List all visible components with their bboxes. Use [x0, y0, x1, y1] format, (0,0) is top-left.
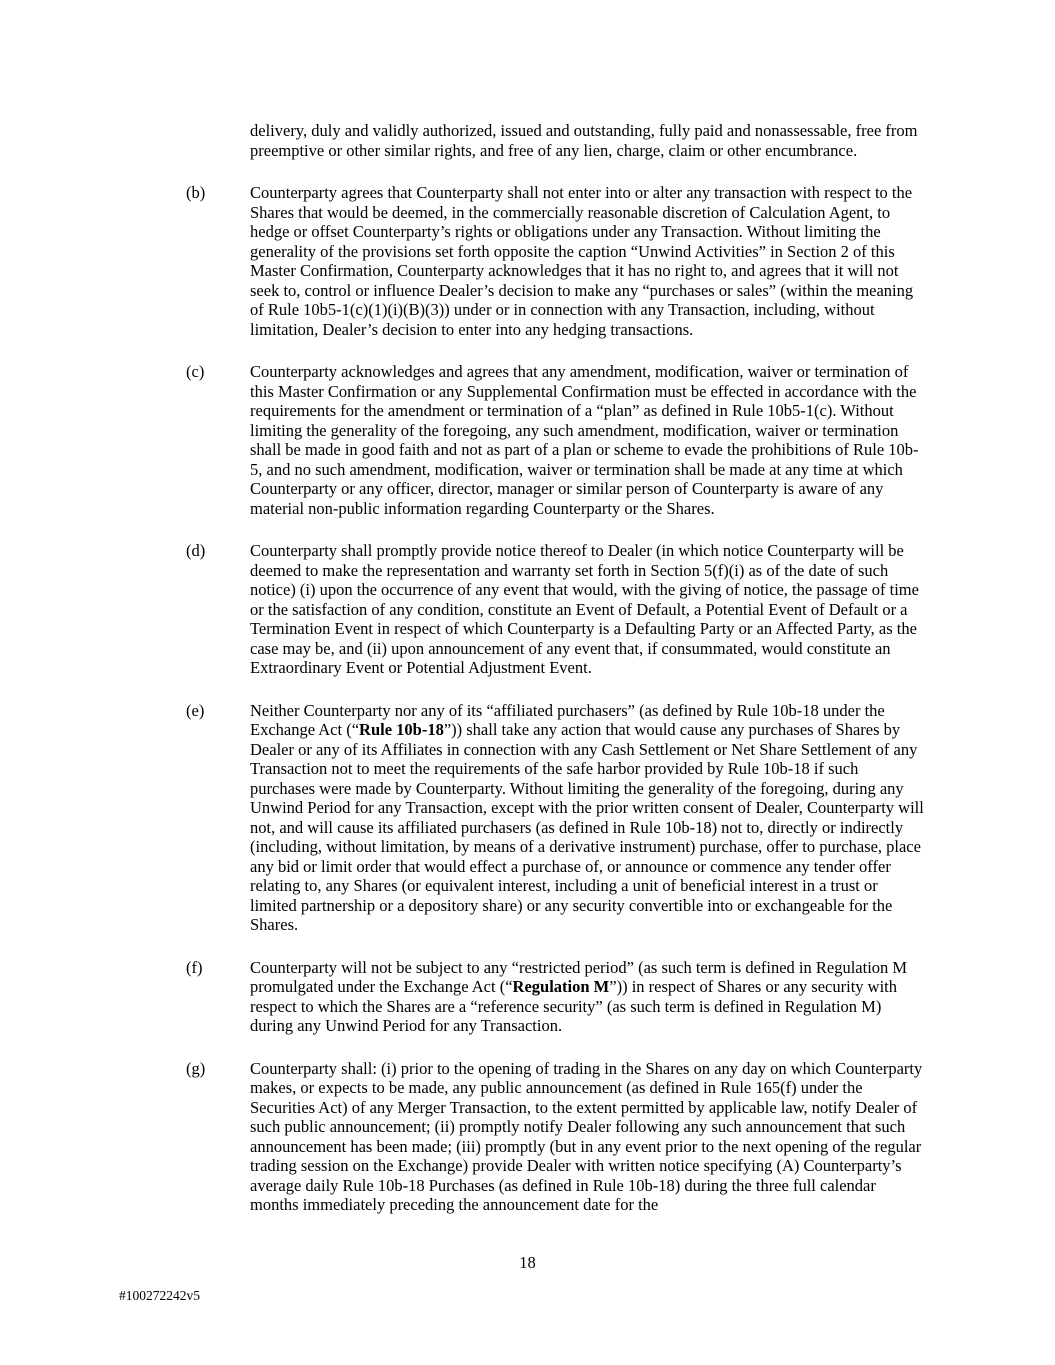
paragraph-f [186, 958, 926, 1036]
paragraph-label: (d) [186, 541, 206, 560]
paragraph-text: Counterparty agrees that Counterparty shall not enter into or alter any transaction with respect to the Shares that would be deemed, in the commercially reasonable discretion of Calculation Agent, to hedge or offset Counterparty’s rights or obligations under any Transaction. Without limiting the generality of the provisions set forth opposite the caption “Unwind Activities” in Section 2 of this Master Confirmation, Counterparty acknowledges that it has no right to, and agrees that it will not seek to, control or influence Dealer’s decision to make any “purchases or sales” (within the meaning of Rule 10b5-1(c)(1)(i)(B)(3)) under or in connection with any Transaction, including, without limitation, Dealer’s decision to enter into any hedging transactions. [250, 183, 914, 339]
page-number: 18 [519, 1253, 536, 1272]
paragraph-d [186, 541, 926, 678]
paragraph-label: (f) [186, 957, 203, 977]
paragraph-text: Counterparty acknowledges and agrees that any amendment, modification, waiver or termination of this Master Confirmation or any Supplemental Confirmation must be effected in accordance with the requirements for the amendment or termination of a “plan” as defined in Rule 10b5-1(c). Without limiting the generality of the foregoing, any such amendment, modification, waiver or termination shall be made in good faith and not as part of a plan or scheme to evade the prohibitions of Rule 10b-5, and no such amendment, modification, waiver or termination shall be made at any time at which Counterparty or any officer, director, manager or similar person of Counterparty is aware of any material non-public information regarding Counterparty or the Shares. [250, 362, 919, 518]
paragraph-label: (c) [186, 362, 205, 381]
paragraph-g [186, 1059, 926, 1215]
paragraph-b [186, 183, 926, 339]
paragraph-text: delivery, duly and validly authorized, issued and outstanding, fully paid and nonassessable, free from preemptive or other similar rights, and free of any lien, charge, claim or other encumbrance. [250, 121, 918, 160]
paragraph-text: Counterparty will not be subject to any “restricted period” (as such term is defined in Regulation M promulgated under the Exchange Act (“Regulation M”)) in respect of Shares or any security with respect to which the Shares are a “reference security” (as such term is defined in Regulation M) during any Unwind Period for any Transaction. [250, 957, 908, 1035]
paragraph-c [186, 362, 926, 518]
document-body [186, 121, 926, 1238]
paragraph-label: (e) [186, 700, 205, 720]
document-id: #100272242v5 [119, 1288, 200, 1303]
paragraph-label: (g) [186, 1058, 206, 1078]
paragraph-continuation [186, 121, 926, 160]
paragraph-text: Counterparty shall: (i) prior to the opening of trading in the Shares on any day on which Counterparty makes, or expects to be made, any public announcement (as defined in Rule 165(f) under the Securities Act) of any Merger Transaction, to the extent permitted by applicable law, notify Dealer of such public announcement; (ii) promptly notify Dealer following any such announcement that such announcement has been made; (iii) promptly (but in any event prior to the next opening of the regular trading session on the Exchange) provide Dealer with written notice specifying (A) Counterparty’s average daily Rule 10b-18 Purchases (as defined in Rule 10b-18) during the three full calendar months immediately preceding the announcement date for the [250, 1058, 923, 1214]
paragraph-text: Counterparty shall promptly provide notice thereof to Dealer (in which notice Counterparty will be deemed to make the representation and warranty set forth in Section 5(f)(i) as of the date of such notice) (i) upon the occurrence of any event that would, with the giving of notice, the passage of time or the satisfaction of any condition, constitute an Event of Default, a Potential Event of Default or a Termination Event in respect of which Counterparty is a Defaulting Party or an Affected Party, as the case may be, and (ii) upon announcement of any event that, if consummated, would constitute an Extraordinary Event or Potential Adjustment Event. [250, 541, 919, 677]
paragraph-e [186, 701, 926, 935]
paragraph-text: Neither Counterparty nor any of its “affiliated purchasers” (as defined by Rule 10b-18 under the Exchange Act (“Rule 10b-18”)) shall take any action that would cause any purchases of Shares by Dealer or any of its Affiliates in connection with any Cash Settlement or Net Share Settlement of any Transaction not to meet the requirements of the safe harbor provided by Rule 10b-18 if such purchases were made by Counterparty. Without limiting the generality of the foregoing, during any Unwind Period for any Transaction, except with the prior written consent of Dealer, Counterparty will not, and will cause its affiliated purchasers (as defined in Rule 10b-18) not to, directly or indirectly (including, without limitation, by means of a derivative instrument) purchase, offer to purchase, place any bid or limit order that would effect a purchase of, or announce or commence any tender offer relating to, any Shares (or equivalent interest, including a unit of beneficial interest in a trust or limited partnership or a depository share) or any security convertible into or exchangeable for the Shares. [250, 700, 924, 934]
paragraph-label: (b) [186, 183, 206, 202]
